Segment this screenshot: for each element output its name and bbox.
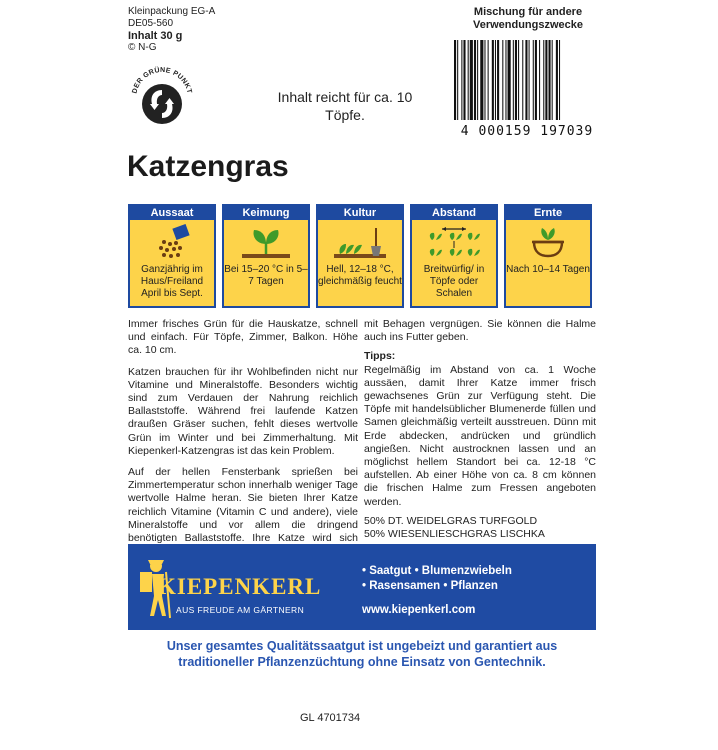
description-paragraph: Auf der hellen Fensterbank sprießen bei Zimmertemperatur schon innerhalb weniger Tage wertvolle Halme heran. Sie bieten Ihrer Katze reichlich Vitamine (Vitamin C und andere), viele Mineralstoffe und vor allem die dringend benötigten Ballaststoffe. Ihre Katze wird sich: [128, 466, 358, 545]
card-text: Hell, 12–18 °C, gleichmäßig feucht: [318, 264, 402, 287]
mix-line-2: 50% WIESENLIESCHGRAS LISCHKA: [364, 528, 545, 541]
card-abstand: [410, 204, 498, 308]
description-paragraph: Katzen brauchen für ihr Wohlbefinden nicht nur Vitamine und Mineralstoffe. Besonders wichtig sind zum Verdauen der Nahrung reichlich Ballaststoffe. Während frei laufende Katzen draußen Gräser suchen, fehlt dieses wertvolle Grün im Winter und bei Zimmerhaltung. Mit Kiepenkerl-Katzengras ist das kein Problem.: [128, 365, 358, 457]
package-meta: [128, 6, 215, 54]
card-label: Aussaat: [130, 206, 214, 220]
meta-line-2: DE05-560: [128, 18, 174, 29]
card-kultur: [316, 204, 404, 308]
content-note: Inhalt reicht für ca. 10 Töpfe.: [277, 89, 413, 123]
card-ernte: [504, 204, 592, 308]
brand-url[interactable]: www.kiepenkerl.com: [362, 604, 476, 616]
brand-tagline: AUS FREUDE AM GÄRTNERN: [176, 605, 305, 615]
green-dot-logo-icon: [126, 62, 198, 134]
plant-spade-icon: [332, 224, 388, 260]
card-label: Abstand: [412, 206, 496, 220]
brand-products-line-1: • Saatgut • Blumenzwiebeln: [362, 565, 512, 577]
description-right-column: [364, 318, 596, 541]
card-text: Bei 15–20 °C in 5–7 Tagen: [224, 264, 308, 287]
card-text: Breitwürfig/ in Töpfe oder Schalen: [423, 264, 485, 299]
tips-heading: Tipps:: [364, 350, 396, 363]
card-text: Ganzjährig im Haus/Freiland April bis Sept.: [140, 264, 204, 299]
card-text: Nach 10–14 Tagen: [506, 264, 590, 275]
spacing-icon: [426, 224, 482, 260]
sprout-icon: [238, 224, 294, 260]
tips-text: Regelmäßig im Abstand von ca. 1 Woche aussäen, damit Ihrer Katze immer frisch gewachsenes Grün zur Verfügung steht. Die Töpfe mit handelsüblicher Blumenerde füllen und Samen gleichmäßig verteilt ausstreuen. Dünn mit Erde abdecken, andrücken und gründlich angießen. Nicht austrocknen lassen und an möglichst hellem Standort bei ca. 12-18 °C aufstellen. Ab einer Höhe von ca. 8 cm können die frischen Halme zum Fressen angeboten werden.: [364, 363, 596, 508]
quality-statement: Unser gesamtes Qualitätssaatgut ist ungebeizt und garantiert aus traditioneller Pflanzenzüchtung ohne Einsatz von Gentechnik.: [166, 639, 558, 669]
card-label: Ernte: [506, 206, 590, 220]
barcode-icon: [452, 40, 602, 120]
barcode-number: 4 000159 197039: [460, 124, 594, 139]
description-paragraph: mit Behagen vergnügen. Sie können die Halme auch ins Futter geben.: [364, 318, 596, 344]
brand-products-line-2: • Rasensamen • Pflanzen: [362, 580, 498, 592]
card-aussaat: [128, 204, 216, 308]
product-title: Katzengras: [127, 150, 289, 183]
sowing-icon: [144, 224, 200, 260]
card-label: Keimung: [224, 206, 308, 220]
green-dot-logo-text: DER GRÜNE PUNKT: [131, 66, 193, 95]
card-label: Kultur: [318, 206, 402, 220]
mix-note: Mischung für andere Verwendungszwecke: [472, 6, 584, 31]
description-left-column: [128, 318, 358, 566]
meta-line-4: © N-G: [128, 42, 157, 53]
brand-products: [362, 564, 512, 618]
gl-code: GL 4701734: [300, 712, 361, 724]
mix-line-1: 50% DT. WEIDELGRAS TURFGOLD: [364, 514, 538, 527]
harvest-bowl-icon: [520, 224, 576, 260]
meta-line-3: Inhalt 30 g: [128, 30, 183, 42]
description-paragraph: Immer frisches Grün für die Hauskatze, schnell und einfach. Für Töpfe, Zimmer, Balkon. Höhe ca. 10 cm.: [128, 318, 358, 357]
brand-name: KIEPENKERL: [158, 574, 322, 599]
meta-line-1: Kleinpackung EG-A: [128, 6, 216, 17]
card-keimung: [222, 204, 310, 308]
